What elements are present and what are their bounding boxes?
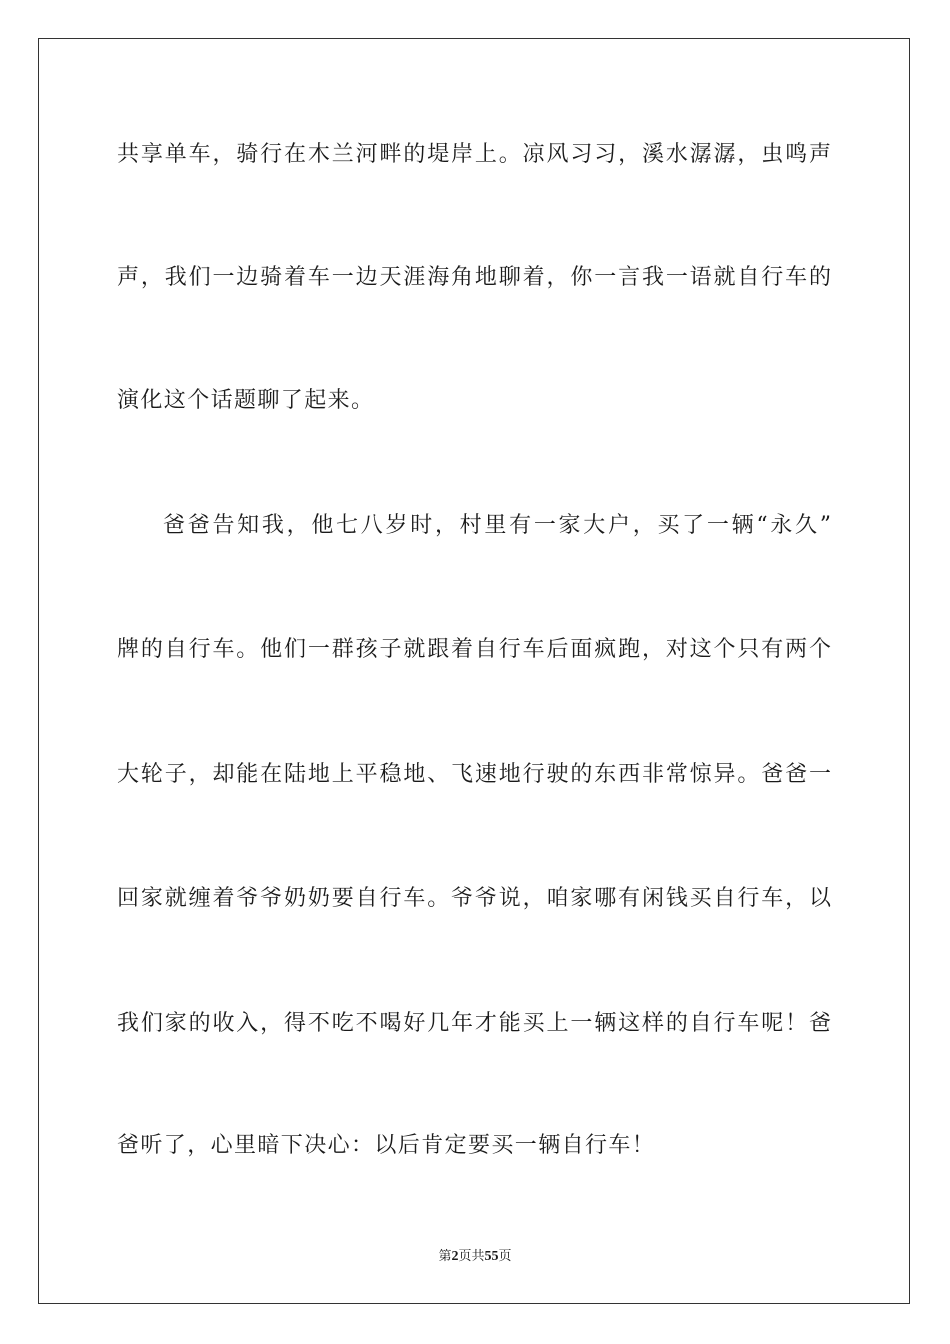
text-line: 我们家的收入，得不吃不喝好几年才能买上一辆这样的自行车呢！爸 bbox=[117, 1011, 831, 1036]
total-suffix: 页 bbox=[498, 1249, 512, 1264]
text-line: 大轮子，却能在陆地上平稳地、飞速地行驶的东西非常惊异。爸爸一 bbox=[117, 762, 831, 787]
paragraph-first-line: 爸爸告知我，他七八岁时，村里有一家大户，买了一辆“永久” bbox=[163, 513, 831, 538]
total-prefix: 共 bbox=[471, 1249, 485, 1264]
text-line: 回家就缠着爷爷奶奶要自行车。爷爷说，咱家哪有闲钱买自行车，以 bbox=[117, 886, 831, 911]
page-prefix: 第 bbox=[438, 1249, 452, 1264]
page-number: 2 bbox=[451, 1249, 459, 1264]
page-suffix: 页 bbox=[458, 1249, 472, 1264]
text-line: 声，我们一边骑着车一边天涯海角地聊着，你一言我一语就自行车的 bbox=[117, 265, 831, 290]
page-footer bbox=[0, 1248, 950, 1266]
page-border bbox=[38, 38, 910, 1304]
text-line: 牌的自行车。他们一群孩子就跟着自行车后面疯跑，对这个只有两个 bbox=[117, 637, 831, 662]
text-line: 共享单车，骑行在木兰河畔的堤岸上。凉风习习，溪水潺潺，虫鸣声 bbox=[117, 142, 831, 167]
total-pages: 55 bbox=[484, 1249, 499, 1264]
text-line: 爸听了，心里暗下决心：以后肯定要买一辆自行车！ bbox=[117, 1133, 656, 1158]
text-line: 演化这个话题聊了起来。 bbox=[117, 388, 375, 413]
